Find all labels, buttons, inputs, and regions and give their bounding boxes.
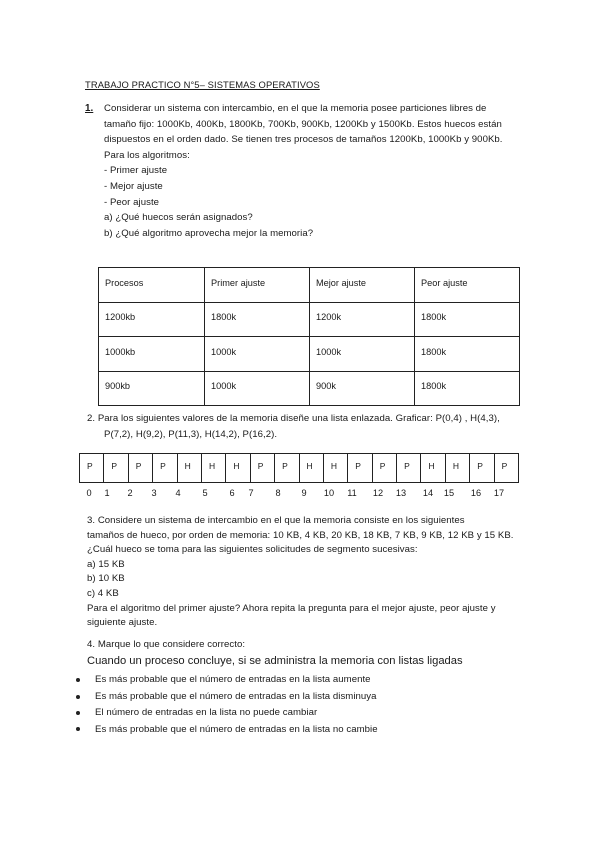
table-cell: 1000k [310,337,415,372]
table-cell: 1200kb [99,302,205,337]
memory-cell: H [300,454,324,482]
memory-cell: P [80,454,104,482]
question-2-text [87,411,500,442]
option-item[interactable] [74,688,378,704]
question-3-line: tamaños de hueco, por orden de memoria: 10 KB, 4 KB, 20 KB, 18 KB, 7 KB, 9 KB, 12 KB y 15 KB. [87,529,514,541]
question-1-line: Para los algoritmos: [104,149,190,161]
table-cell: 900kb [99,371,205,406]
memory-cell: P [104,454,128,482]
memory-cell: H [178,454,202,482]
option-item[interactable] [74,721,378,737]
table-cell: 1200k [310,302,415,337]
address-label: 14 [422,488,434,498]
table-header-cell: Mejor ajuste [310,268,415,303]
address-label: 2 [127,488,133,498]
question-4-subheading: Cuando un proceso concluye, si se administra la memoria con listas ligadas [87,655,463,667]
question-1-line: tamaño fijo: 1000Kb, 400Kb, 1800Kb, 700Kb, 900Kb, 1200Kb y 1500Kb. Estos huecos están [104,118,502,130]
document-title: TRABAJO PRACTICO N°5– SISTEMAS OPERATIVOS [85,79,320,90]
question-3-line: siguiente ajuste. [87,617,158,629]
bullet-icon [76,727,80,731]
table-cell: 1000kb [99,337,205,372]
address-label: 3 [151,488,157,498]
address-label: 13 [395,488,407,498]
bullet-icon [76,695,80,699]
memory-cell: P [501,461,508,471]
bullet-icon [76,711,80,715]
question-1-number: 1. [85,103,94,114]
table-row [99,302,520,337]
address-label: 16 [470,488,482,498]
table-cell: 1800k [415,302,520,337]
memory-cell: H [324,454,348,482]
table-header-cell: Peor ajuste [415,268,520,303]
table-cell: 1800k [415,337,520,372]
memory-cell: H [202,454,226,482]
memory-cell: P [373,454,397,482]
address-label: 12 [372,488,384,498]
address-label: 17 [493,488,505,498]
address-label: 8 [275,488,281,498]
question-1-line: dispuestos en el orden dado. Se tienen tres procesos de tamaños 1200Kb, 1000Kb y 900Kb. [104,134,503,146]
memory-address-labels [0,488,600,502]
address-label: 15 [443,488,455,498]
table-cell: 1000k [205,371,310,406]
question-3-line: b) 10 KB [87,573,125,585]
question-3-line: ¿Cuál hueco se toma para las siguientes solicitudes de segmento sucesivas: [87,544,418,556]
option-label: El número de entradas en la lista no puede cambiar [95,707,318,719]
question-4-heading: 4. Marque lo que considere correcto: [87,639,246,650]
address-label: 9 [301,488,307,498]
option-item[interactable] [74,705,378,721]
question-3-text [87,513,513,630]
memory-cell: P [348,454,372,482]
table-row [99,337,520,372]
address-label: 6 [229,488,235,498]
question-1-line: a) ¿Qué huecos serán asignados? [104,212,253,224]
question-3-line: Para el algoritmo del primer ajuste? Ahora repita la pregunta para el mejor ajuste, peor ajuste y [87,602,496,614]
question-1-text [104,101,503,241]
table-header-cell: Procesos [99,268,205,303]
memory-cell: P [397,454,421,482]
table-cell: 1800k [415,371,520,406]
question-1-line: - Peor ajuste [104,196,160,208]
table-cell: 1800k [205,302,310,337]
question-2-line: P(7,2), H(9,2), P(11,3), H(14,2), P(16,2). [104,428,278,440]
memory-strip [79,453,519,483]
question-1-line: b) ¿Qué algoritmo aprovecha mejor la memoria? [104,227,314,239]
question-2-line: 2. Para los siguientes valores de la memoria diseñe una lista enlazada. Graficar: P(0,4) , H(4,3), [87,413,500,424]
bullet-icon [76,678,80,682]
option-label: Es más probable que el número de entradas en la lista no cambie [95,723,378,735]
address-label: 10 [323,488,335,498]
address-label: 5 [202,488,208,498]
address-label: 0 [86,488,92,498]
table-header-row [99,268,520,303]
memory-cell: H [446,454,470,482]
address-label: 1 [104,488,110,498]
option-label: Es más probable que el número de entradas en la lista aumente [95,674,371,686]
memory-cell: P [275,454,299,482]
memory-cell: H [226,454,250,482]
option-label: Es más probable que el número de entradas en la lista disminuya [95,690,377,702]
address-label: 4 [175,488,181,498]
address-label: 11 [347,488,357,498]
table-cell: 1000k [205,337,310,372]
question-3-line: c) 4 KB [87,587,119,599]
memory-cell: P [153,454,177,482]
question-3-line: a) 15 KB [87,558,125,570]
table-cell: 900k [310,371,415,406]
table-row [99,371,520,406]
memory-cell: P [251,454,275,482]
allocation-table [98,267,520,406]
address-label: 7 [248,488,254,498]
question-4-options [74,672,378,738]
table-header-cell: Primer ajuste [205,268,310,303]
question-3-line: 3. Considere un sistema de intercambio en el que la memoria consiste en los siguientes [87,515,465,526]
question-1-line: - Primer ajuste [104,165,168,177]
question-1-line: Considerar un sistema con intercambio, en el que la memoria posee particiones libres de [104,103,487,114]
option-item[interactable] [74,672,378,688]
memory-cell: P [470,454,494,482]
memory-cell: H [421,454,445,482]
memory-cell: P [129,454,153,482]
question-1-line: - Mejor ajuste [104,180,163,192]
